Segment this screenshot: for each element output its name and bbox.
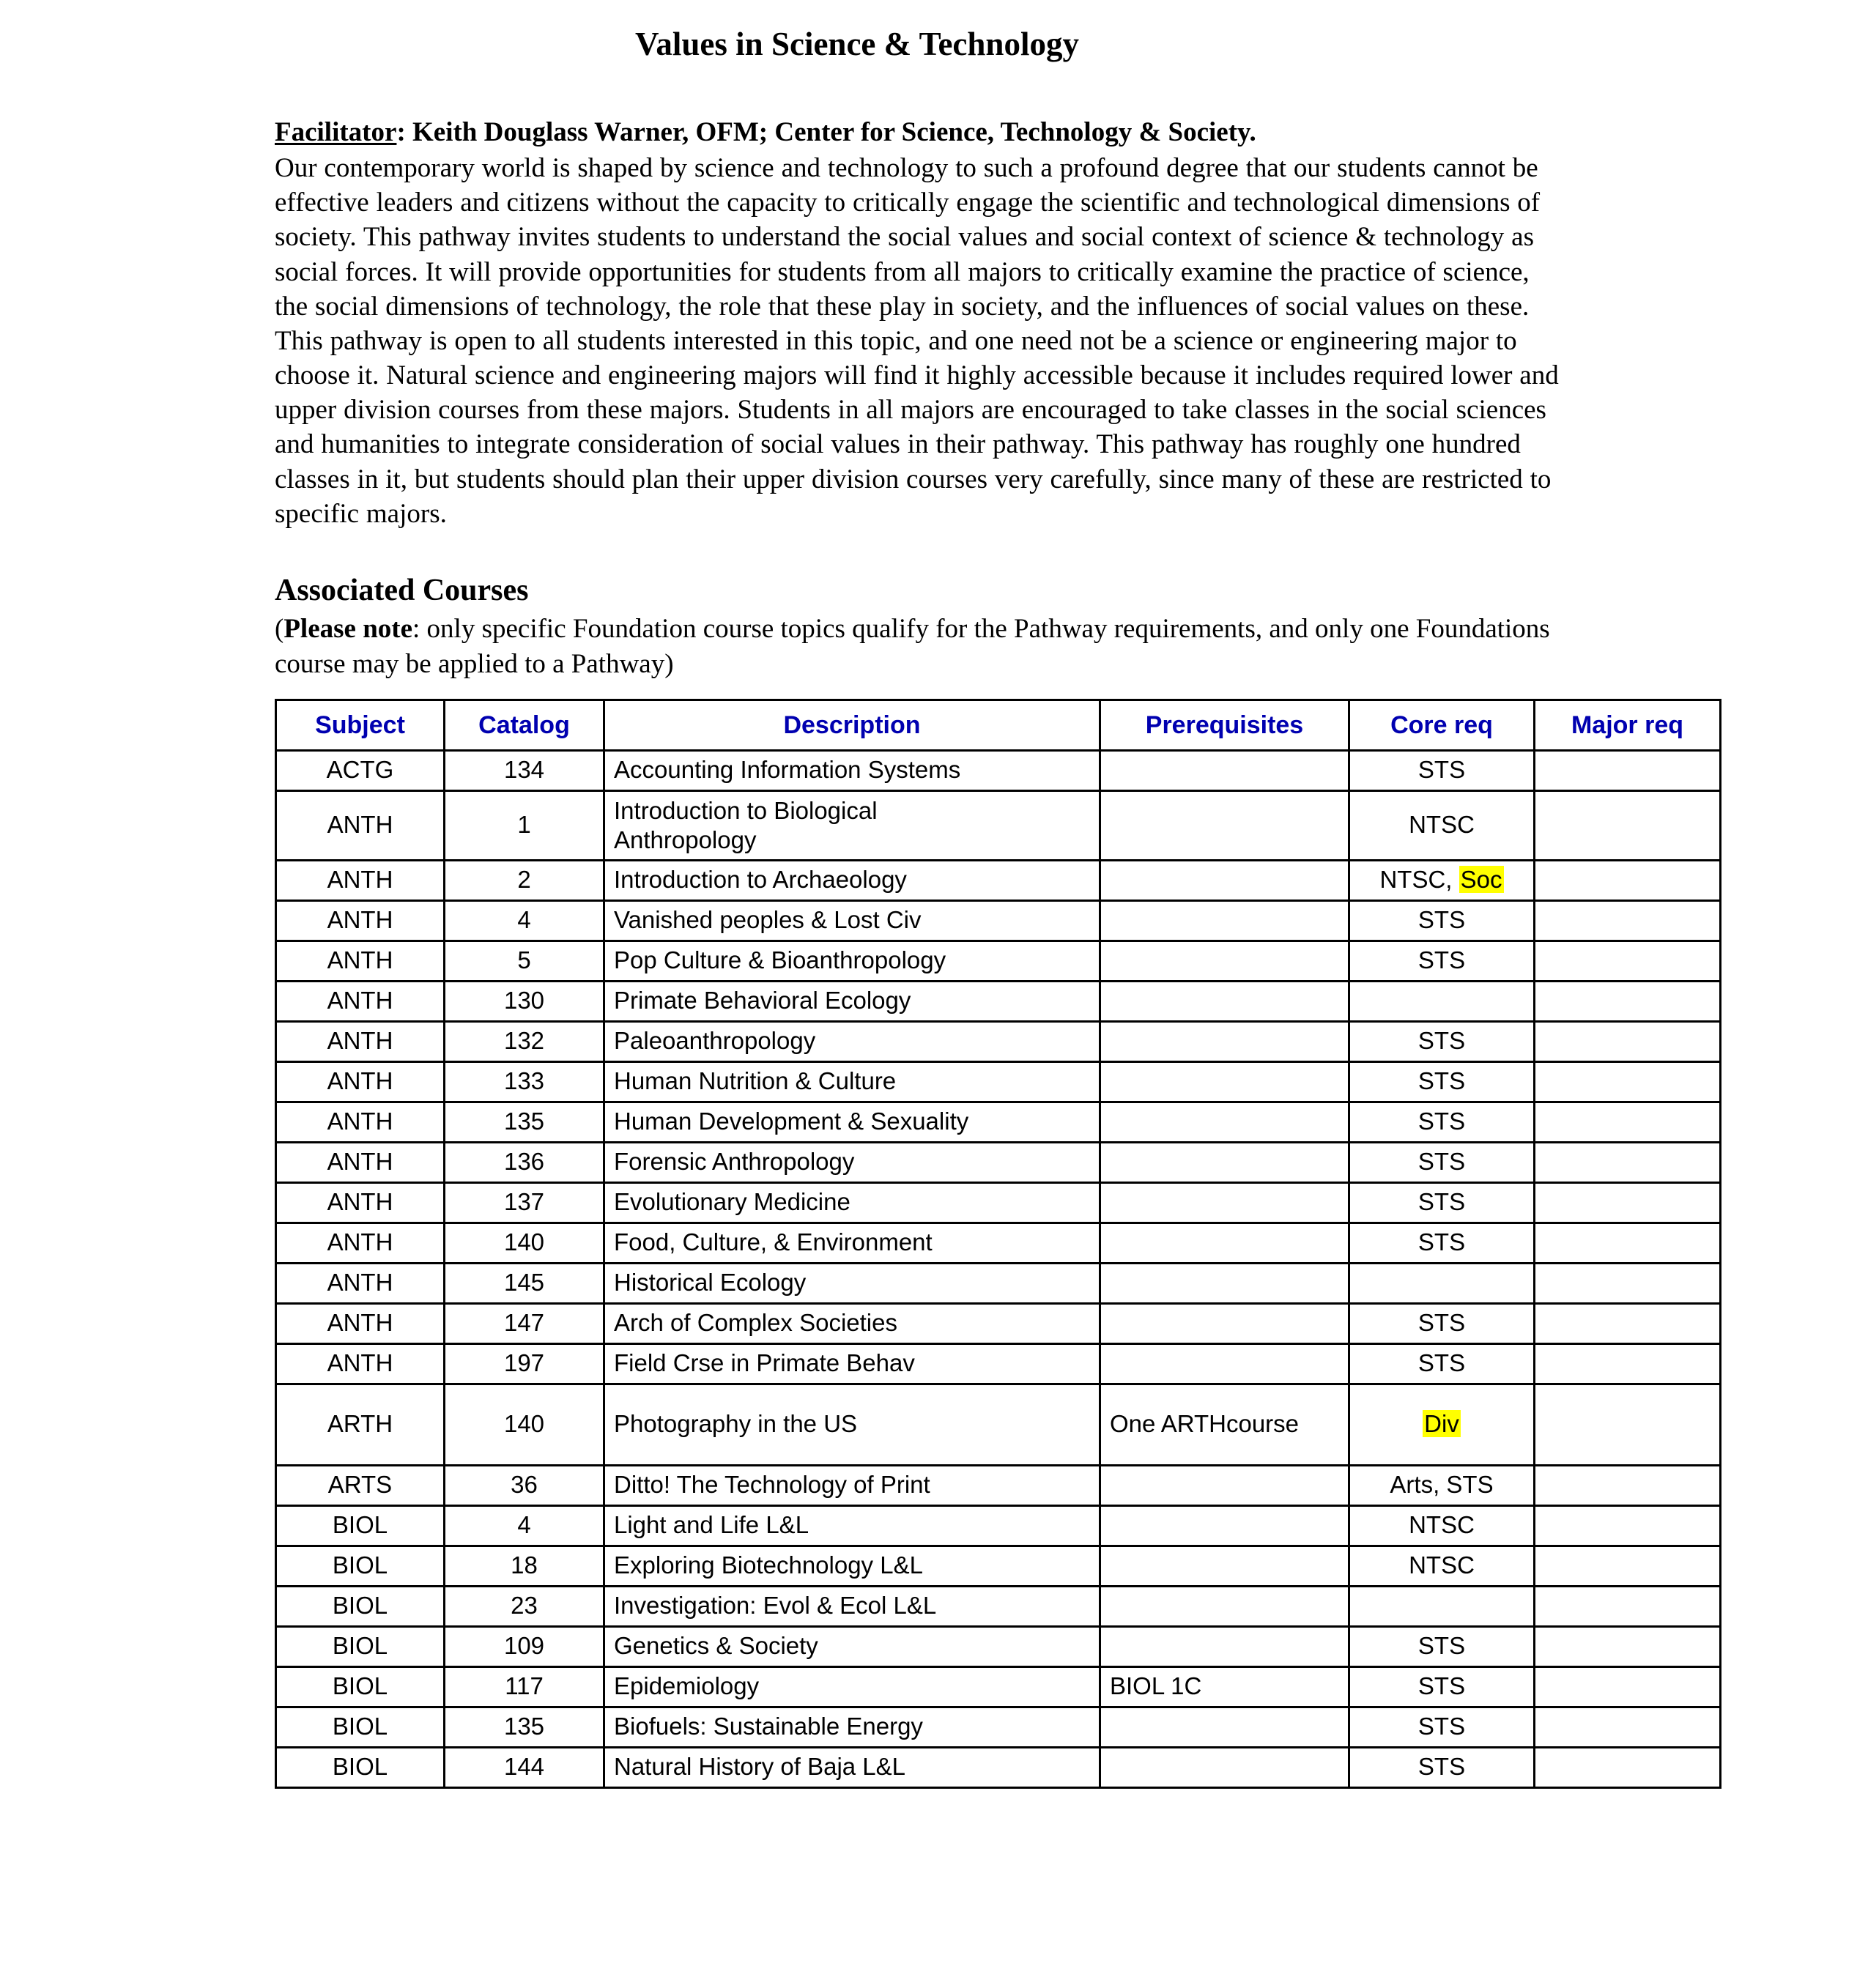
cell-prerequisites <box>1100 1142 1349 1182</box>
cell-core-req <box>1349 750 1535 790</box>
cell-subject: ANTH <box>276 1102 445 1142</box>
section-heading-associated-courses: Associated Courses <box>275 574 529 607</box>
cell-core-req <box>1349 1707 1535 1747</box>
cell-catalog: 117 <box>445 1666 604 1707</box>
cell-catalog: 18 <box>445 1546 604 1586</box>
cell-major-req <box>1535 1061 1721 1102</box>
cell-major-req <box>1535 1747 1721 1787</box>
cell-catalog: 133 <box>445 1061 604 1102</box>
table-row <box>276 1223 1721 1263</box>
cell-core-req <box>1349 1263 1535 1303</box>
facilitator-value: : Keith Douglass Warner, OFM; Center for Science, Technology & Society. <box>396 116 1256 147</box>
table-row <box>276 1465 1721 1505</box>
cell-catalog: 140 <box>445 1384 604 1465</box>
cell-catalog: 136 <box>445 1142 604 1182</box>
core-req-highlighted-text: Div <box>1424 1410 1459 1438</box>
table-row <box>276 1263 1721 1303</box>
core-req-text: NTSC <box>1409 1511 1475 1539</box>
cell-prerequisites <box>1100 1021 1349 1061</box>
cell-core-req <box>1349 1586 1535 1626</box>
cell-core-req <box>1349 790 1535 860</box>
core-req-text: STS <box>1417 1027 1466 1055</box>
cell-major-req <box>1535 1505 1721 1546</box>
cell-prerequisites <box>1100 1626 1349 1666</box>
cell-core-req <box>1349 981 1535 1021</box>
cell-description: Forensic Anthropology <box>604 1142 1100 1182</box>
core-req-text: STS <box>1417 1108 1466 1135</box>
cell-major-req <box>1535 1666 1721 1707</box>
table-row <box>276 750 1721 790</box>
intro-block <box>275 116 1564 532</box>
cell-catalog: 4 <box>445 1505 604 1546</box>
cell-major-req <box>1535 981 1721 1021</box>
cell-subject: ANTH <box>276 1263 445 1303</box>
cell-catalog: 2 <box>445 860 604 900</box>
table-row <box>276 900 1721 941</box>
cell-major-req <box>1535 1223 1721 1263</box>
table-row <box>276 1505 1721 1546</box>
cell-major-req <box>1535 1343 1721 1384</box>
table-row <box>276 1666 1721 1707</box>
cell-prerequisites <box>1100 1546 1349 1586</box>
cell-prerequisites <box>1100 860 1349 900</box>
core-req-text: NTSC <box>1409 811 1475 839</box>
cell-subject: ANTH <box>276 860 445 900</box>
cell-description: Pop Culture & Bioanthropology <box>604 941 1100 981</box>
cell-catalog: 137 <box>445 1182 604 1223</box>
cell-catalog: 145 <box>445 1263 604 1303</box>
cell-major-req <box>1535 1465 1721 1505</box>
table-row <box>276 1102 1721 1142</box>
cell-description: Human Nutrition & Culture <box>604 1061 1100 1102</box>
column-header-core-req: Core req <box>1349 700 1535 750</box>
table-row <box>276 1303 1721 1343</box>
cell-description: Photography in the US <box>604 1384 1100 1465</box>
cell-catalog: 134 <box>445 750 604 790</box>
cell-core-req <box>1349 1343 1535 1384</box>
cell-subject: ANTH <box>276 1343 445 1384</box>
table-row <box>276 1586 1721 1626</box>
cell-prerequisites <box>1100 1747 1349 1787</box>
page-title: Values in Science & Technology <box>635 26 1079 62</box>
section-note-rest: : only specific Foundation course topics qualify for the Pathway requirements, and only one Foundations course may be applied to a Pathway) <box>275 614 1550 679</box>
cell-core-req <box>1349 1666 1535 1707</box>
core-req-text: STS <box>1417 1188 1466 1216</box>
core-req-highlighted-text: Soc <box>1460 866 1502 894</box>
cell-catalog: 144 <box>445 1747 604 1787</box>
core-req-text: Arts, STS <box>1390 1471 1494 1499</box>
cell-subject: ANTH <box>276 1182 445 1223</box>
core-req-text: STS <box>1417 1228 1466 1256</box>
cell-major-req <box>1535 1102 1721 1142</box>
cell-catalog: 132 <box>445 1021 604 1061</box>
table-row <box>276 1182 1721 1223</box>
cell-subject: ANTH <box>276 1142 445 1182</box>
core-req-text: STS <box>1417 1632 1466 1660</box>
core-req-text: STS <box>1417 1713 1466 1740</box>
cell-subject: ACTG <box>276 750 445 790</box>
core-req-text: NTSC, <box>1379 866 1459 894</box>
cell-description: Exploring Biotechnology L&L <box>604 1546 1100 1586</box>
cell-core-req <box>1349 860 1535 900</box>
cell-core-req <box>1349 1505 1535 1546</box>
cell-prerequisites <box>1100 1061 1349 1102</box>
column-header-major-req: Major req <box>1535 700 1721 750</box>
column-header-subject: Subject <box>276 700 445 750</box>
table-row <box>276 1626 1721 1666</box>
table-row <box>276 1384 1721 1465</box>
cell-description: Field Crse in Primate Behav <box>604 1343 1100 1384</box>
cell-description: Ditto! The Technology of Print <box>604 1465 1100 1505</box>
column-header-prerequisites: Prerequisites <box>1100 700 1349 750</box>
cell-subject: ANTH <box>276 900 445 941</box>
cell-subject: BIOL <box>276 1505 445 1546</box>
cell-catalog: 197 <box>445 1343 604 1384</box>
cell-subject: ANTH <box>276 1061 445 1102</box>
cell-subject: ANTH <box>276 941 445 981</box>
cell-catalog: 109 <box>445 1626 604 1666</box>
cell-catalog: 135 <box>445 1707 604 1747</box>
cell-prerequisites <box>1100 1303 1349 1343</box>
cell-prerequisites <box>1100 1223 1349 1263</box>
cell-description: Accounting Information Systems <box>604 750 1100 790</box>
cell-catalog: 23 <box>445 1586 604 1626</box>
section-note-bold: Please note <box>283 614 413 645</box>
cell-subject: BIOL <box>276 1586 445 1626</box>
cell-subject: ARTH <box>276 1384 445 1465</box>
cell-core-req <box>1349 1142 1535 1182</box>
cell-prerequisites <box>1100 1465 1349 1505</box>
column-header-description: Description <box>604 700 1100 750</box>
table-row <box>276 1142 1721 1182</box>
cell-description: Biofuels: Sustainable Energy <box>604 1707 1100 1747</box>
cell-subject: BIOL <box>276 1707 445 1747</box>
cell-description: Investigation: Evol & Ecol L&L <box>604 1586 1100 1626</box>
facilitator-line <box>275 116 1564 150</box>
cell-description: Paleoanthropology <box>604 1021 1100 1061</box>
cell-subject: BIOL <box>276 1747 445 1787</box>
cell-description: Natural History of Baja L&L <box>604 1747 1100 1787</box>
cell-prerequisites <box>1100 941 1349 981</box>
cell-subject: ANTH <box>276 790 445 860</box>
cell-description: Genetics & Society <box>604 1626 1100 1666</box>
cell-core-req <box>1349 1021 1535 1061</box>
associated-courses-table <box>275 699 1721 1789</box>
cell-description: Evolutionary Medicine <box>604 1182 1100 1223</box>
table-header-row <box>276 700 1721 750</box>
table-row <box>276 1707 1721 1747</box>
core-req-text: STS <box>1417 1067 1466 1095</box>
cell-prerequisites <box>1100 900 1349 941</box>
intro-paragraph: Our contemporary world is shaped by science and technology to such a profound degree that our students cannot be effective leaders and citizens without the capacity to critically engage the scientific and technological dimensions of society. This pathway invites students to understand the social values and social context of science & technology as social forces. It will provide opportunities for students from all majors to critically examine the practice of science, the social dimensions of technology, the role that these play in society, and the influences of social values on these. This pathway is open to all students interested in this topic, and one need not be a science or engineering major to choose it. Natural science and engineering majors will find it highly accessible because it includes required lower and upper division courses from these majors. Students in all majors are encouraged to take classes in the social sciences and humanities to integrate consideration of social values in their pathway. This pathway has roughly one hundred classes in it, but students should plan their upper division courses very carefully, since many of these are restricted to specific majors. <box>275 153 1559 529</box>
cell-major-req <box>1535 1384 1721 1465</box>
cell-description: Epidemiology <box>604 1666 1100 1707</box>
cell-major-req <box>1535 860 1721 900</box>
cell-core-req <box>1349 900 1535 941</box>
cell-prerequisites: One ARTHcourse <box>1100 1384 1349 1465</box>
cell-core-req <box>1349 1747 1535 1787</box>
cell-description: Introduction to Archaeology <box>604 860 1100 900</box>
section-note <box>275 609 1564 680</box>
core-req-text: STS <box>1417 1672 1466 1700</box>
cell-catalog: 130 <box>445 981 604 1021</box>
cell-prerequisites: BIOL 1C <box>1100 1666 1349 1707</box>
cell-subject: ANTH <box>276 1021 445 1061</box>
cell-major-req <box>1535 790 1721 860</box>
cell-core-req <box>1349 1626 1535 1666</box>
cell-major-req <box>1535 1586 1721 1626</box>
core-req-text: STS <box>1417 906 1466 934</box>
cell-description: Human Development & Sexuality <box>604 1102 1100 1142</box>
cell-prerequisites <box>1100 1182 1349 1223</box>
core-req-text: STS <box>1417 1309 1466 1337</box>
cell-prerequisites <box>1100 981 1349 1021</box>
document-content <box>275 0 1721 1789</box>
cell-prerequisites <box>1100 1343 1349 1384</box>
core-req-text: STS <box>1417 756 1466 784</box>
cell-description: Light and Life L&L <box>604 1505 1100 1546</box>
cell-description: Arch of Complex Societies <box>604 1303 1100 1343</box>
cell-prerequisites <box>1100 1707 1349 1747</box>
cell-catalog: 5 <box>445 941 604 981</box>
table-body <box>276 750 1721 1787</box>
table-row <box>276 941 1721 981</box>
table-row <box>276 981 1721 1021</box>
cell-major-req <box>1535 1021 1721 1061</box>
cell-subject: ANTH <box>276 981 445 1021</box>
cell-catalog: 4 <box>445 900 604 941</box>
cell-catalog: 147 <box>445 1303 604 1343</box>
cell-subject: ANTH <box>276 1223 445 1263</box>
table-row <box>276 1546 1721 1586</box>
core-req-text: STS <box>1417 946 1466 974</box>
cell-major-req <box>1535 1303 1721 1343</box>
cell-catalog: 1 <box>445 790 604 860</box>
core-req-text: STS <box>1417 1349 1466 1377</box>
core-req-text: NTSC <box>1409 1551 1475 1579</box>
cell-core-req <box>1349 1223 1535 1263</box>
core-req-text: STS <box>1417 1753 1466 1781</box>
cell-subject: BIOL <box>276 1546 445 1586</box>
cell-major-req <box>1535 1142 1721 1182</box>
cell-catalog: 36 <box>445 1465 604 1505</box>
table-row <box>276 790 1721 860</box>
cell-catalog: 140 <box>445 1223 604 1263</box>
cell-major-req <box>1535 750 1721 790</box>
cell-core-req <box>1349 1546 1535 1586</box>
cell-major-req <box>1535 941 1721 981</box>
cell-core-req <box>1349 1061 1535 1102</box>
cell-core-req <box>1349 1303 1535 1343</box>
cell-prerequisites <box>1100 1505 1349 1546</box>
cell-major-req <box>1535 1182 1721 1223</box>
cell-catalog: 135 <box>445 1102 604 1142</box>
cell-prerequisites <box>1100 1263 1349 1303</box>
table-row <box>276 1343 1721 1384</box>
course-table-container <box>275 699 1719 1789</box>
cell-core-req <box>1349 1384 1535 1465</box>
cell-core-req <box>1349 1182 1535 1223</box>
section-note-prefix: ( <box>275 614 284 645</box>
column-header-catalog: Catalog <box>445 700 604 750</box>
cell-subject: ARTS <box>276 1465 445 1505</box>
core-req-text: STS <box>1417 1148 1466 1176</box>
cell-prerequisites <box>1100 790 1349 860</box>
facilitator-label: Facilitator <box>275 116 397 147</box>
cell-subject: BIOL <box>276 1666 445 1707</box>
table-row <box>276 1021 1721 1061</box>
cell-description: Introduction to Biological Anthropology <box>604 790 1100 860</box>
table-row <box>276 1061 1721 1102</box>
cell-core-req <box>1349 1465 1535 1505</box>
table-row <box>276 860 1721 900</box>
cell-prerequisites <box>1100 1102 1349 1142</box>
cell-description: Food, Culture, & Environment <box>604 1223 1100 1263</box>
cell-description: Primate Behavioral Ecology <box>604 981 1100 1021</box>
cell-description: Vanished peoples & Lost Civ <box>604 900 1100 941</box>
cell-major-req <box>1535 1707 1721 1747</box>
table-row <box>276 1747 1721 1787</box>
cell-prerequisites <box>1100 1586 1349 1626</box>
cell-major-req <box>1535 1546 1721 1586</box>
cell-major-req <box>1535 900 1721 941</box>
cell-core-req <box>1349 941 1535 981</box>
cell-core-req <box>1349 1102 1535 1142</box>
cell-description: Historical Ecology <box>604 1263 1100 1303</box>
cell-subject: ANTH <box>276 1303 445 1343</box>
cell-prerequisites <box>1100 750 1349 790</box>
cell-subject: BIOL <box>276 1626 445 1666</box>
cell-major-req <box>1535 1263 1721 1303</box>
cell-major-req <box>1535 1626 1721 1666</box>
